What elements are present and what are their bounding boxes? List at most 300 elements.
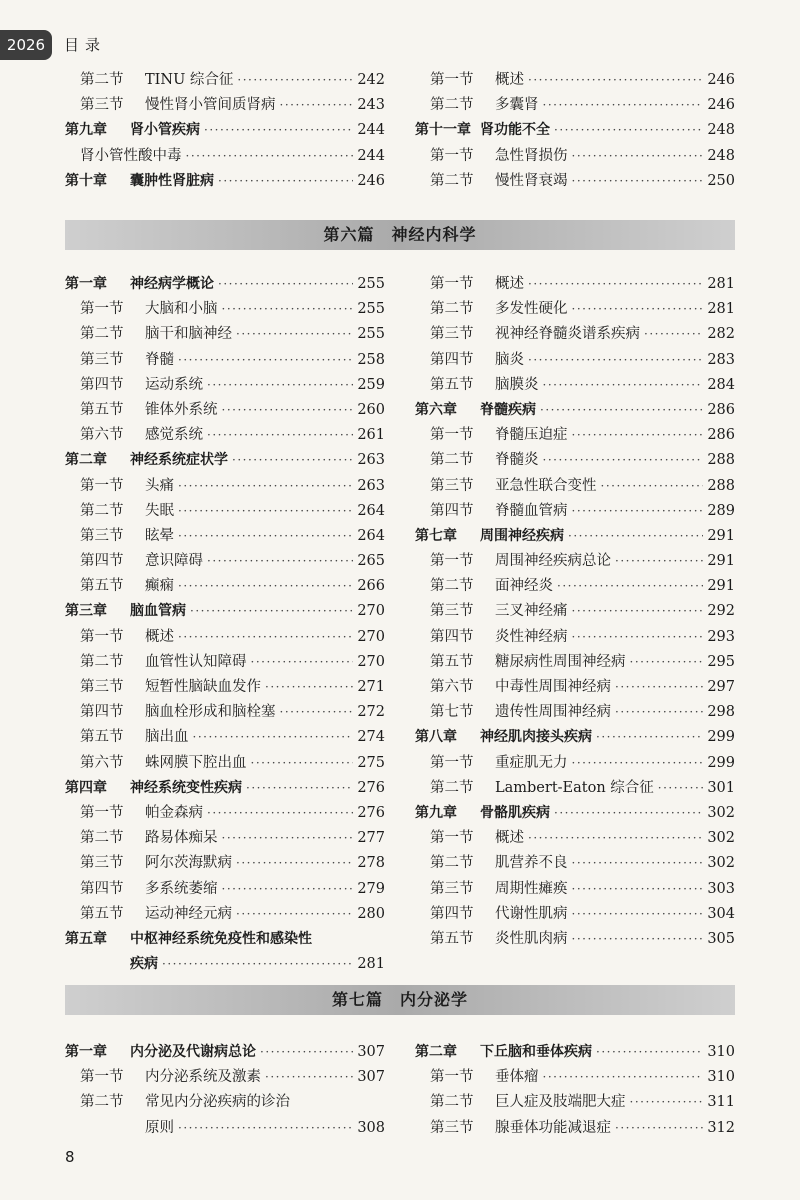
section-label: 第二节 <box>80 326 124 343</box>
section-label: 第三节 <box>80 351 124 368</box>
toc-chapter-entry[interactable] <box>415 725 735 750</box>
leader-dots <box>193 725 354 750</box>
section-label: 第一节 <box>430 1069 474 1086</box>
section-title: 概述 <box>145 628 174 645</box>
chapter-title: 肾功能不全 <box>480 122 550 139</box>
section-label: 第四节 <box>430 628 474 645</box>
leader-dots <box>568 524 703 549</box>
leader-dots <box>572 625 704 650</box>
section-title: TINU 综合征 <box>145 72 234 88</box>
section-title: 血管性认知障碍 <box>145 653 247 670</box>
section-title: 腺垂体功能减退症 <box>495 1119 611 1136</box>
page-ref: 276 <box>357 804 385 821</box>
section-title: 遗传性周围神经病 <box>495 704 611 721</box>
leader-dots <box>222 826 354 851</box>
leader-dots <box>644 322 703 347</box>
header-title: 目录 <box>64 36 107 54</box>
leader-dots <box>554 801 703 826</box>
page-ref: 248 <box>707 122 735 139</box>
section-title: 糖尿病性周围神经病 <box>495 653 626 670</box>
page-ref: 302 <box>707 804 735 821</box>
page-ref: 243 <box>357 97 385 114</box>
toc-section-entry[interactable] <box>415 93 735 118</box>
leader-dots <box>630 1090 704 1115</box>
section-label: 第二节 <box>80 653 124 670</box>
leader-dots <box>178 574 353 599</box>
leader-dots <box>280 700 354 725</box>
toc-chapter-entry[interactable] <box>65 448 385 473</box>
toc-section-entry[interactable] <box>65 549 385 574</box>
page-ref: 263 <box>357 477 385 494</box>
toc-section-entry[interactable] <box>415 499 735 524</box>
section-title: 代谢性肌病 <box>495 905 568 922</box>
section-label: 第六节 <box>430 679 474 695</box>
section-title: 周期性瘫痪 <box>495 880 568 897</box>
toc-chapter-entry[interactable] <box>415 398 735 423</box>
page-ref: 308 <box>357 1119 385 1136</box>
section-title: 急性肾损伤 <box>495 147 568 164</box>
chapter-label: 第十一章 <box>415 122 471 139</box>
section-label: 第一节 <box>430 276 474 292</box>
toc-block-nephrology <box>65 68 735 194</box>
chapter-label: 第八章 <box>415 729 457 746</box>
page-ref: 305 <box>707 930 735 947</box>
section-label: 第一节 <box>430 754 474 771</box>
chapter-title: 脊髓疾病 <box>480 401 536 418</box>
leader-dots <box>232 448 353 473</box>
section-title: 亚急性联合变性 <box>495 477 597 494</box>
section-title: 路易体痴呆 <box>145 830 218 847</box>
section-label: 第二节 <box>430 172 474 189</box>
leader-dots <box>178 625 353 650</box>
toc-section-entry[interactable] <box>415 776 735 801</box>
section-label: 第三节 <box>430 1119 474 1136</box>
leader-dots <box>528 272 703 297</box>
leader-dots <box>540 398 703 423</box>
section-label: 第三节 <box>430 603 474 620</box>
section-title: 面神经炎 <box>495 578 553 595</box>
section-title: 脑血栓形成和脑栓塞 <box>145 704 276 721</box>
toc-section-entry[interactable] <box>65 751 385 776</box>
leader-dots <box>543 93 704 118</box>
page-ref: 295 <box>707 653 735 670</box>
page-ref: 312 <box>707 1119 735 1136</box>
toc-chapter-entry[interactable] <box>65 169 385 194</box>
leader-dots <box>572 902 704 927</box>
section-label: 第四节 <box>80 880 124 897</box>
leader-dots <box>260 1040 353 1065</box>
chapter-label: 第七章 <box>415 527 457 544</box>
section-label: 第三节 <box>80 97 124 114</box>
page-ref: 307 <box>357 1044 385 1060</box>
toc-column-left <box>65 1040 385 1141</box>
page-ref: 263 <box>357 452 385 469</box>
toc-section-entry[interactable] <box>65 902 385 927</box>
toc-section-entry-continued[interactable] <box>65 1116 385 1141</box>
section-title: 帕金森病 <box>145 804 203 821</box>
page-ref: 264 <box>357 527 385 544</box>
leader-dots <box>265 675 353 700</box>
page-ref: 277 <box>357 830 385 847</box>
leader-dots <box>596 1040 703 1065</box>
chapter-label: 第六章 <box>415 401 457 418</box>
toc-section-entry[interactable] <box>65 68 385 93</box>
toc-column-right <box>415 1040 735 1141</box>
section-label: 第五节 <box>80 578 124 595</box>
toc-section-entry[interactable] <box>415 700 735 725</box>
leader-dots <box>178 499 353 524</box>
chapter-title: 周围神经疾病 <box>480 527 564 544</box>
page-ref: 255 <box>357 276 385 292</box>
leader-dots <box>222 297 354 322</box>
leader-dots <box>237 68 353 93</box>
toc-section-entry[interactable] <box>65 574 385 599</box>
leader-dots <box>280 93 354 118</box>
toc-section-entry[interactable] <box>65 524 385 549</box>
section-label: 第一节 <box>430 427 474 444</box>
section-label: 第三节 <box>430 477 474 494</box>
page-ref: 270 <box>357 628 385 645</box>
toc-column-left <box>65 272 385 977</box>
section-title: 意识障碍 <box>145 553 203 570</box>
page-ref: 311 <box>707 1094 735 1111</box>
chapter-title: 下丘脑和垂体疾病 <box>480 1044 592 1060</box>
toc-section-entry[interactable] <box>65 801 385 826</box>
page-ref: 255 <box>357 326 385 343</box>
section-title: 炎性神经病 <box>495 628 568 645</box>
toc-chapter-entry[interactable] <box>415 524 735 549</box>
toc-section-entry[interactable] <box>415 549 735 574</box>
page-ref: 244 <box>357 122 385 139</box>
page-ref: 310 <box>707 1069 735 1086</box>
page-ref: 286 <box>707 401 735 418</box>
chapter-label: 第九章 <box>65 122 107 139</box>
page-ref: 272 <box>357 704 385 721</box>
section-label: 第四节 <box>80 553 124 570</box>
page-ref: 258 <box>357 351 385 368</box>
page-ref: 291 <box>707 553 735 570</box>
leader-dots <box>207 801 353 826</box>
toc-block-neurology <box>65 272 735 977</box>
page-ref: 282 <box>707 326 735 343</box>
page-ref: 274 <box>357 729 385 746</box>
section-title: 中毒性周围神经病 <box>495 679 611 695</box>
toc-section-entry[interactable] <box>65 1065 385 1090</box>
leader-dots <box>251 650 354 675</box>
toc-section-entry[interactable] <box>415 348 735 373</box>
section-label: 第三节 <box>430 880 474 897</box>
toc-section-entry[interactable] <box>415 322 735 347</box>
toc-section-entry[interactable] <box>415 474 735 499</box>
leader-dots <box>615 1116 703 1141</box>
page-ref: 307 <box>357 1069 385 1086</box>
leader-dots <box>630 650 704 675</box>
part-title: 第六篇 神经内科学 <box>323 225 477 244</box>
page-ref: 250 <box>707 172 735 189</box>
chapter-title: 骨骼肌疾病 <box>480 804 550 821</box>
section-title: 脑炎 <box>495 351 524 368</box>
leader-dots <box>265 1065 353 1090</box>
toc-section-entry[interactable] <box>65 725 385 750</box>
section-title: 脊髓 <box>145 351 174 368</box>
page-ref: 283 <box>707 351 735 368</box>
leader-dots <box>218 272 353 297</box>
page-ref: 244 <box>357 147 385 164</box>
toc-chapter-entry[interactable] <box>415 801 735 826</box>
section-label: 第一节 <box>430 553 474 570</box>
toc-section-entry[interactable] <box>415 272 735 297</box>
page-ref: 271 <box>357 679 385 695</box>
page-ref: 270 <box>357 653 385 670</box>
section-title: 常见内分泌疾病的诊治 <box>145 1094 290 1111</box>
leader-dots <box>572 144 704 169</box>
toc-section-entry[interactable] <box>65 474 385 499</box>
toc-chapter-entry[interactable] <box>65 1040 385 1065</box>
page-ref: 301 <box>707 779 735 796</box>
toc-section-entry[interactable] <box>415 68 735 93</box>
toc-chapter-entry[interactable] <box>65 272 385 297</box>
page-ref: 248 <box>707 147 735 164</box>
page-number: 8 <box>65 1148 75 1166</box>
page-ref: 291 <box>707 578 735 595</box>
leader-dots <box>572 599 704 624</box>
section-label: 第三节 <box>430 326 474 343</box>
page-ref: 281 <box>707 301 735 318</box>
section-label: 第五节 <box>80 401 124 418</box>
leader-dots <box>246 776 353 801</box>
section-title: 概述 <box>495 72 524 88</box>
chapter-title: 脑血管病 <box>130 603 186 620</box>
toc-chapter-entry-continued[interactable] <box>65 952 385 977</box>
toc-section-entry[interactable] <box>65 322 385 347</box>
leader-dots <box>207 423 353 448</box>
leader-dots <box>178 348 353 373</box>
chapter-title: 神经系统变性疾病 <box>130 779 242 796</box>
section-title: 内分泌系统及激素 <box>145 1069 261 1086</box>
toc-section-entry[interactable] <box>415 927 735 952</box>
section-label: 第二节 <box>430 301 474 318</box>
toc-section-entry[interactable] <box>415 1065 735 1090</box>
leader-dots <box>572 851 704 876</box>
section-label: 第二节 <box>80 502 124 519</box>
chapter-title: 神经肌肉接头疾病 <box>480 729 592 746</box>
leader-dots <box>178 1116 353 1141</box>
toc-section-entry[interactable] <box>65 650 385 675</box>
page-ref: 303 <box>707 880 735 897</box>
page-ref: 310 <box>707 1044 735 1060</box>
leader-dots <box>218 169 353 194</box>
chapter-label: 第三章 <box>65 603 107 620</box>
toc-section-entry[interactable] <box>65 851 385 876</box>
section-label: 第五节 <box>80 905 124 922</box>
toc-section-entry[interactable] <box>65 675 385 700</box>
section-label: 第二节 <box>430 97 474 114</box>
part-banner-neurology <box>65 220 735 250</box>
section-label: 第五节 <box>430 376 474 393</box>
toc-section-entry[interactable] <box>65 348 385 373</box>
section-title: 阿尔茨海默病 <box>145 855 232 872</box>
page-ref: 299 <box>707 729 735 746</box>
section-title: 三叉神经痛 <box>495 603 568 620</box>
toc-section-entry[interactable] <box>65 499 385 524</box>
toc-chapter-entry[interactable] <box>415 118 735 143</box>
toc-section-entry[interactable] <box>65 373 385 398</box>
leader-dots <box>178 474 353 499</box>
page-ref: 302 <box>707 855 735 872</box>
page-ref: 281 <box>707 276 735 292</box>
section-title: 视神经脊髓炎谱系疾病 <box>495 326 640 343</box>
leader-dots <box>543 1065 704 1090</box>
section-label: 第四节 <box>430 351 474 368</box>
toc-section-entry[interactable] <box>415 574 735 599</box>
page-header <box>0 30 800 60</box>
chapter-title: 肾小管疾病 <box>130 122 200 139</box>
page-ref: 280 <box>357 905 385 922</box>
toc-section-entry[interactable] <box>65 625 385 650</box>
section-label: 第一节 <box>80 628 124 645</box>
leader-dots <box>658 776 704 801</box>
toc-section-entry[interactable] <box>65 877 385 902</box>
chapter-title: 中枢神经系统免疫性和感染性 <box>130 930 312 947</box>
section-title: 周围神经疾病总论 <box>495 553 611 570</box>
section-title: 慢性肾小管间质肾病 <box>145 97 276 114</box>
toc-section-entry[interactable] <box>415 851 735 876</box>
toc-section-entry[interactable] <box>65 1090 385 1115</box>
part-banner-endocrinology <box>65 985 735 1015</box>
section-label: 第四节 <box>80 376 124 393</box>
page-ref: 242 <box>357 72 385 88</box>
leader-dots <box>572 297 704 322</box>
leader-dots <box>528 68 703 93</box>
toc-chapter-entry[interactable] <box>65 927 385 952</box>
section-label: 第二节 <box>430 855 474 872</box>
toc-section-entry[interactable] <box>415 675 735 700</box>
toc-section-entry[interactable] <box>65 423 385 448</box>
toc-section-entry[interactable] <box>65 700 385 725</box>
toc-section-entry[interactable] <box>65 93 385 118</box>
toc-section-entry[interactable] <box>415 877 735 902</box>
section-label: 第六节 <box>80 427 124 444</box>
page-ref: 275 <box>357 754 385 771</box>
toc-section-entry[interactable] <box>65 144 385 169</box>
toc-section-entry[interactable] <box>415 751 735 776</box>
chapter-label: 第一章 <box>65 276 107 292</box>
section-label: 第四节 <box>430 502 474 519</box>
toc-section-entry[interactable] <box>415 826 735 851</box>
leader-dots <box>186 144 354 169</box>
chapter-label: 第四章 <box>65 779 107 796</box>
page-ref: 270 <box>357 603 385 620</box>
page-ref: 298 <box>707 704 735 721</box>
chapter-label: 第一章 <box>65 1044 107 1060</box>
toc-section-entry[interactable] <box>415 423 735 448</box>
section-title: 眩晕 <box>145 527 174 544</box>
leader-dots <box>222 398 354 423</box>
section-title: 短暂性脑缺血发作 <box>145 679 261 695</box>
toc-section-entry[interactable] <box>415 448 735 473</box>
page-ref: 276 <box>357 779 385 796</box>
leader-dots <box>178 524 353 549</box>
page-ref: 302 <box>707 830 735 847</box>
toc-block-endocrinology <box>65 1040 735 1141</box>
section-label: 第二节 <box>80 72 124 88</box>
toc-section-entry[interactable] <box>415 650 735 675</box>
toc-section-entry[interactable] <box>415 373 735 398</box>
section-label: 第四节 <box>80 704 124 721</box>
section-label: 第一节 <box>80 477 124 494</box>
page-ref: 284 <box>707 376 735 393</box>
leader-dots <box>615 675 703 700</box>
page-ref: 304 <box>707 905 735 922</box>
toc-section-entry[interactable] <box>415 169 735 194</box>
section-title: 脑出血 <box>145 729 189 746</box>
page-ref: 279 <box>357 880 385 897</box>
toc-chapter-entry[interactable] <box>415 1040 735 1065</box>
toc-section-entry[interactable] <box>415 297 735 322</box>
toc-section-entry[interactable] <box>415 902 735 927</box>
leader-dots <box>207 373 353 398</box>
page-ref: 293 <box>707 628 735 645</box>
leader-dots <box>572 877 704 902</box>
toc-chapter-entry[interactable] <box>65 599 385 624</box>
page-ref: 260 <box>357 401 385 418</box>
leader-dots <box>528 826 703 851</box>
toc-section-entry[interactable] <box>415 1090 735 1115</box>
section-title: 原则 <box>145 1119 174 1136</box>
leader-dots <box>222 877 354 902</box>
toc-section-entry[interactable] <box>415 625 735 650</box>
toc-section-entry[interactable] <box>415 144 735 169</box>
toc-section-entry[interactable] <box>65 297 385 322</box>
page-ref: 297 <box>707 679 735 695</box>
section-title: 感觉系统 <box>145 427 203 444</box>
toc-chapter-entry[interactable] <box>65 776 385 801</box>
toc-section-entry[interactable] <box>415 1116 735 1141</box>
toc-chapter-entry[interactable] <box>65 118 385 143</box>
section-label: 第一节 <box>80 1069 124 1086</box>
leader-dots <box>162 952 353 977</box>
leader-dots <box>207 549 353 574</box>
leader-dots <box>572 169 704 194</box>
section-label: 第三节 <box>80 855 124 872</box>
page-ref: 291 <box>707 527 735 544</box>
section-label: 第二节 <box>430 578 474 595</box>
section-title: 重症肌无力 <box>495 754 568 771</box>
page-ref: 246 <box>707 97 735 114</box>
year-tab: 2026 <box>0 30 52 60</box>
toc-section-entry[interactable] <box>65 826 385 851</box>
leader-dots <box>572 499 704 524</box>
section-label: 第二节 <box>80 1094 124 1111</box>
leader-dots <box>554 118 703 143</box>
toc-section-entry[interactable] <box>415 599 735 624</box>
toc-column-right <box>415 68 735 194</box>
toc-column-left <box>65 68 385 194</box>
chapter-title: 内分泌及代谢病总论 <box>130 1044 256 1060</box>
page-ref: 265 <box>357 553 385 570</box>
leader-dots <box>204 118 353 143</box>
section-label: 第五节 <box>80 729 124 746</box>
leader-dots <box>572 927 704 952</box>
toc-section-entry[interactable] <box>65 398 385 423</box>
leader-dots <box>543 373 704 398</box>
page-ref: 278 <box>357 855 385 872</box>
section-label: 第三节 <box>80 527 124 544</box>
page-ref: 259 <box>357 376 385 393</box>
page-ref: 246 <box>357 172 385 189</box>
section-label: 第六节 <box>80 754 124 771</box>
leader-dots <box>601 474 704 499</box>
